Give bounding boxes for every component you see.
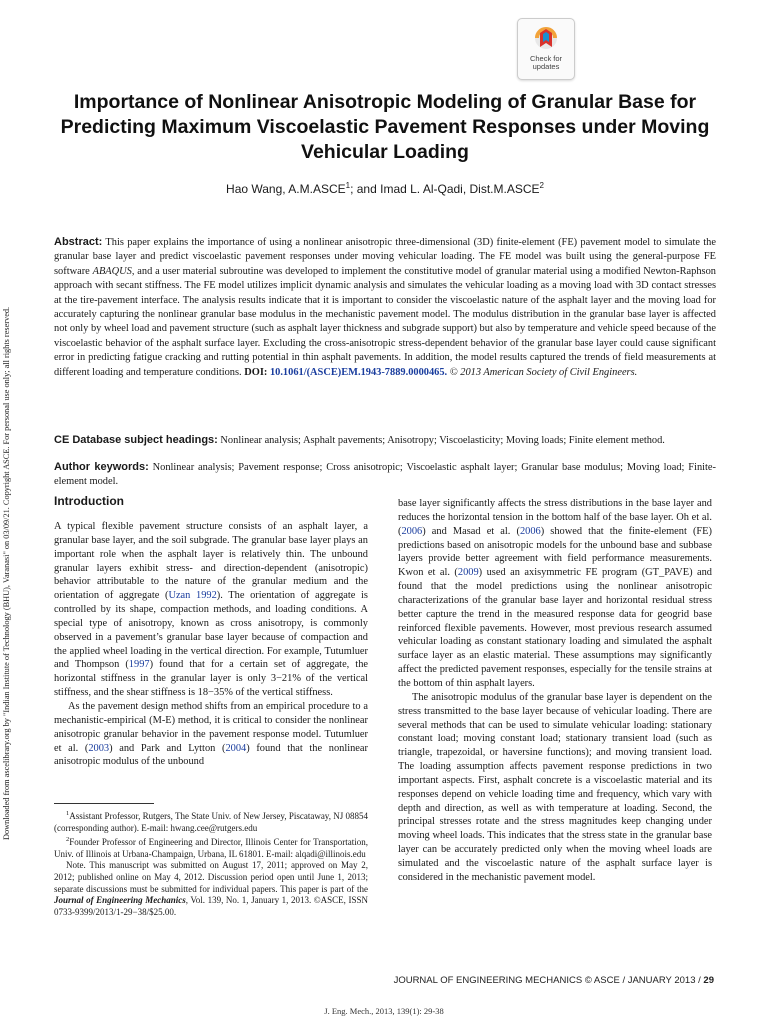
citation-park-2004[interactable]: 2004: [225, 742, 247, 754]
author-keywords-text: Nonlinear analysis; Pavement response; Cross anisotropic; Viscoelastic asphalt layer; Granular base modulus; Moving load; Finite-element model.: [54, 462, 716, 488]
text-run: ) and Park and Lytton (: [109, 742, 226, 754]
author-1: Hao Wang, A.M.ASCE: [226, 182, 346, 196]
footnotes: [54, 808, 368, 918]
journal-name: Journal of Engineering Mechanics: [54, 895, 186, 906]
abstract: [54, 235, 716, 380]
abstract-copyright: © 2013 American Society of Civil Engineers.: [447, 366, 638, 378]
author-2-affil: 2: [539, 181, 544, 190]
badge-line1: Check for: [529, 54, 563, 63]
author-2: Imad L. Al-Qadi, Dist.M.ASCE: [380, 182, 540, 196]
footnote-marker: 1: [66, 810, 70, 817]
text-run: ) found that for a certain set of aggregate, the horizontal stiffness in the granular layer is only 3−21% of the vertical stiffness, and the shear stiffness is 18−35% of the vertical stiffness.: [54, 659, 369, 699]
footnote-2: [54, 834, 368, 860]
citation-tutumluer-1997[interactable]: 1997: [128, 659, 150, 671]
right-paragraph-1: [398, 497, 712, 691]
citation-uzan[interactable]: Uzan 1992: [168, 590, 217, 602]
abstract-text-2: , and a user material subroutine was developed to implement the constitutive model of granular material using a modified Newton-Raphson approach with secant stiffness. The FE model utilizes implicit dynamic analysis and simulates the vehicular loading as a moving load with 3D contact stresses at the tire-pavement interface. The analysis results indicate that it is important to consider the viscoelastic nature of the asphalt layer and the moving load for accurately capturing the nonlinear granular base modulus in the mechanistic pavement model. The modulus distribution in the granular base layer is affected not only by wheel load and pavement structure (such as asphalt layer thickness and subgrade support) but also by temperature and vehicle speed because of the viscoelastic behavior of the asphalt surface layer. Excluding the cross-anisotropic stress-dependent behavior of the granular base layer could cause significant error in predicting fatigue cracking and rutting potential in thin asphalt pavements. In addition, the model results captured the trends of field measurements at different loading and temperature conditions.: [54, 265, 716, 378]
author-1-affil: 1: [345, 181, 351, 190]
text-run: ) used an axisymmetric FE program (GT_PAVE) and found that the model predictions using the nonlinear anisotropic characterizations of the granular base layer and horizontal residual stress better capture the trend in the measured response data for geogrid base reinforced flexible pavements. However, most previous research assumed vehicular loading as constant stationary loading and simulated the asphalt surface layer as an elastic material. These assumptions may significantly affect the predicted pavement responses, especially for the tensile strains at the bottom of thin asphalt layers.: [398, 567, 713, 689]
text-run: ) and Masad et al. (: [422, 525, 520, 537]
citation-masad-2006[interactable]: 2006: [519, 525, 541, 537]
subject-headings-label: CE Database subject headings:: [54, 434, 218, 446]
text-run: As the pavement design method shifts from an empirical procedure to a mechanistic-empirical (M-E) method, it is critical to consider the nonlinear anisotropic granular behavior in the pavement response model. Tutumluer et al. (: [54, 700, 368, 754]
check-for-updates-icon: [533, 25, 559, 53]
page-number: 29: [703, 975, 714, 986]
footer-journal: JOURNAL OF ENGINEERING MECHANICS © ASCE / JANUARY 2013 /: [393, 975, 704, 986]
note-text: Note. This manuscript was submitted on August 17, 2011; approved on May 2, 2012; published online on May 4, 2012. Discussion period open until June 1, 2013; separate discussions must be submitted for individual papers. This paper is part of the: [54, 860, 368, 894]
author-keywords-label: Author keywords:: [54, 461, 149, 473]
right-paragraph-2: The anisotropic modulus of the granular base layer is dependent on the stress transmitted to the base layer because of vehicular loading. There are several methods that can be used to simulate vehicular loading: stationary constant load; moving constant load; stationary transient load (such as triangle, trapezoidal, or haversine functions); and moving transient load. The loading assumption affects pavement response predictions in two important aspects. First, asphalt concrete is a viscoelastic material and its responses depend on vehicle loading time and frequency, which vary with depth and direction, as well as with temperature at loading. Second, the principal stresses rotate and the stress magnitudes keep changing under moving wheel loads. This indicates that the stress state in the granular base layer can be accurately predicted only when the moving wheel loads are simulated and the viscoelastic nature of the asphalt surface layer is considered in the mechanistic pavement model.: [398, 691, 712, 883]
subject-headings: [54, 433, 716, 448]
abstract-text: This paper explains the importance of using a nonlinear anisotropic three-dimensional (3D) finite-element (FE) pavement model to simulate the granular base layer and predict viscoelastic pavement responses under moving vehicular loading. The FE model was built using the general-purpose FE software: [54, 237, 716, 277]
intro-heading: Introduction: [54, 494, 124, 508]
abstract-label: Abstract:: [54, 236, 103, 248]
left-column: [54, 520, 368, 769]
footnote-divider: [54, 803, 154, 804]
author-separator: ; and: [350, 182, 381, 196]
footnote-1: [54, 808, 368, 834]
text-run: ). The orientation of aggregate is controlled by its shape, compaction methods, and loading conditions. A special type of anisotropy, known as cross anisotropy, is commonly observed in a pavement’s granular base layer because of compaction and the applied wheel loading in the vertical direction. For example, Tutumluer and Thompson (: [54, 590, 368, 671]
paper-title: Importance of Nonlinear Anisotropic Modeling of Granular Base for Predicting Maximum Viscoelastic Pavement Responses under Moving Vehicular Loading: [60, 91, 710, 163]
intro-paragraph-2: [54, 700, 368, 769]
check-for-updates-badge[interactable]: [517, 18, 575, 80]
doi-link[interactable]: 10.1061/(ASCE)EM.1943-7889.0000465.: [267, 366, 448, 378]
badge-line2: updates: [532, 62, 560, 71]
citation-tutumluer-2003[interactable]: 2003: [88, 742, 110, 754]
footnote-marker: 2: [66, 836, 70, 844]
download-notice: Downloaded from ascelibrary.org by "Indian Institute of Technology (BHU), Varanasi" on 03/09/21. Copyright ASCE. For personal use only; all rights reserved.: [2, 306, 11, 840]
text-run: base layer significantly affects the stress distributions in the base layer and reduces the horizontal tension in the bottom half of the base layer. Oh et al. (: [398, 498, 712, 537]
citation-oh-2006[interactable]: 2006: [401, 525, 423, 537]
author-keywords: [54, 460, 716, 490]
author-line: [40, 181, 730, 196]
subject-headings-text: Nonlinear analysis; Asphalt pavements; Anisotropy; Viscoelasticity; Moving loads; Finite element method.: [217, 435, 665, 446]
citation-kwon-2009[interactable]: 2009: [457, 567, 479, 579]
page-footer: [394, 975, 714, 986]
note-text: , Vol. 139, No. 1, January 1, 2013. ©ASCE, ISSN 0733-9399/2013/1-29−38/$25.00.: [54, 895, 368, 917]
footnote-text: Assistant Professor, Rutgers, The State Univ. of New Jersey, Piscataway, NJ 08854 (corresponding author). E-mail: hwang.cee@rutgers.edu: [54, 811, 368, 833]
text-run: ) found that the nonlinear anisotropic modulus of the unbound: [54, 742, 368, 768]
citation-reference: J. Eng. Mech., 2013, 139(1): 29-38: [324, 1006, 444, 1016]
intro-paragraph-1: [54, 520, 368, 700]
right-column: [398, 497, 712, 885]
text-run: A typical flexible pavement structure consists of an asphalt layer, a granular base layer, and the soil subgrade. The granular base layer plays an important role when the asphalt layer is relatively thin. The unbound granular layers exhibit stress- and direction-dependent (anisotropic) behavior attributable to the nature of the granular medium and the orientation of aggregate (: [54, 521, 368, 602]
abstract-software: ABAQUS: [92, 265, 132, 277]
footnote-text: Founder Professor of Engineering and Director, Illinois Center for Transportation, Univ. of Illinois at Urbana-Champaign, Urbana, IL 61801. E-mail: alqadi@illinois.edu: [54, 837, 368, 859]
text-run: ) showed that the finite-element (FE) predictions based on anisotropic models for the unbound base and subbase layers provide better agreement with field performance measurements. Kwon et al. (: [398, 525, 712, 579]
manuscript-note: [54, 860, 368, 918]
doi-label: DOI:: [244, 366, 268, 378]
